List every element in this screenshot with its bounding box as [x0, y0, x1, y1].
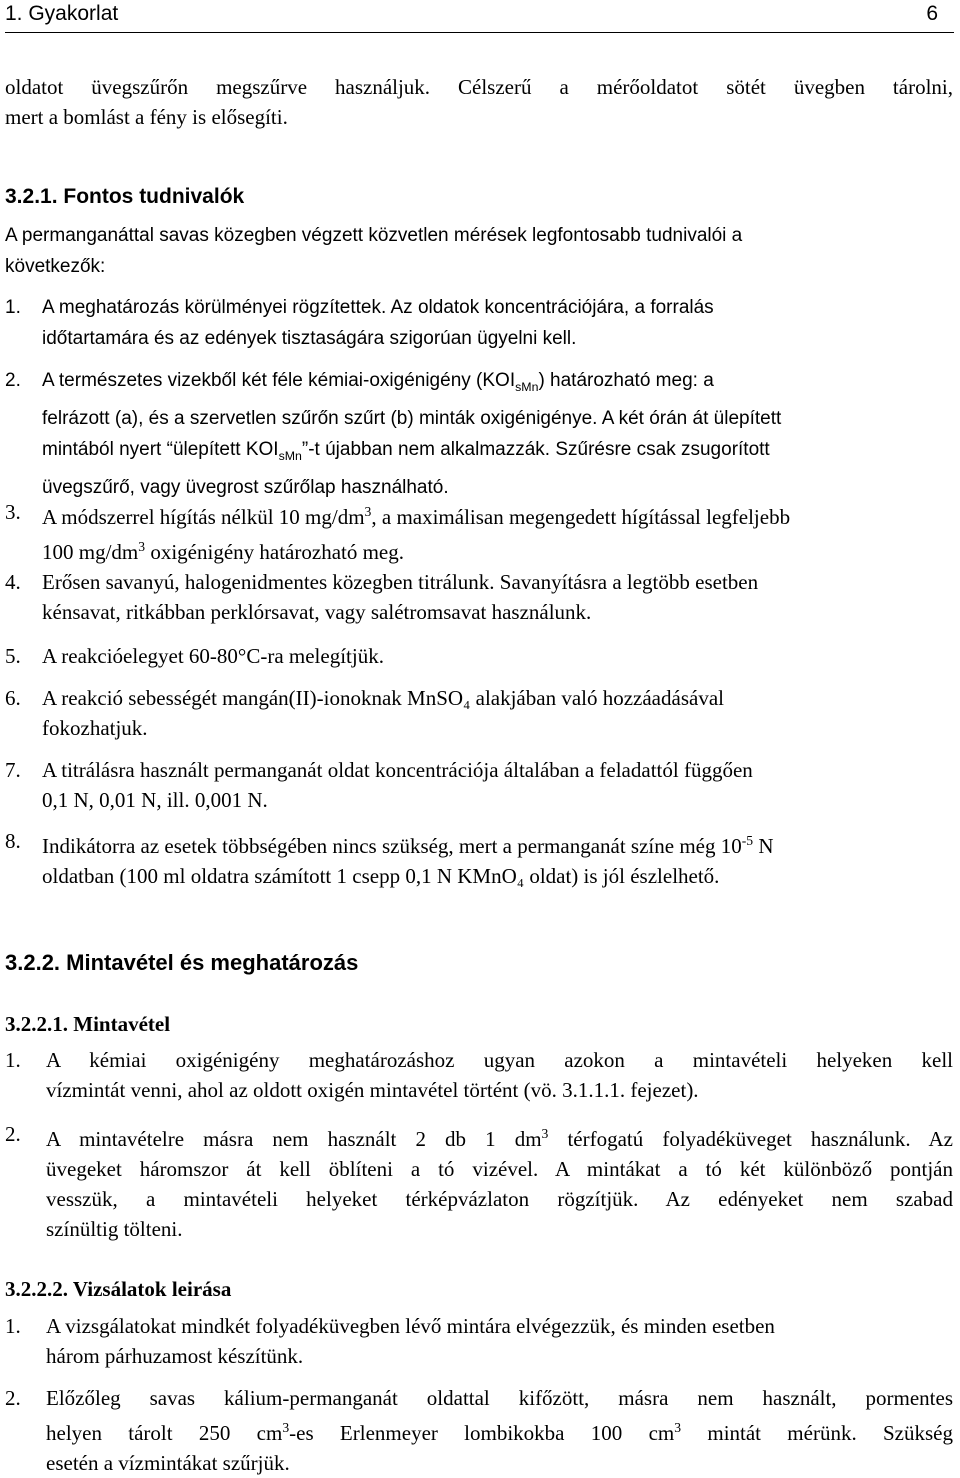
text-line: [46, 1119, 953, 1154]
running-header: [5, 0, 954, 33]
text-line: A reakcióelegyet 60-80°C-ra melegítjük.: [42, 644, 384, 668]
text-line: A permanganáttal savas közegben végzett közvetlen mérések legfontosabb tudnivalói a: [5, 225, 743, 246]
text-line: kénsavat, ritkábban perklórsavat, vagy salétromsavat használunk.: [42, 600, 592, 624]
item-number: 8.: [5, 829, 21, 853]
intro-paragraph: [5, 72, 953, 132]
item-number: 1.: [5, 297, 21, 318]
text-line: A meghatározás körülményei rögzítettek. Az oldatok koncentrációjára, a forralás: [42, 297, 714, 318]
text-line: üvegszűrő, vagy üvegrost szűrőlap használható.: [42, 476, 449, 498]
text-line: [42, 497, 790, 532]
text-line: [42, 826, 774, 861]
item-number: 2.: [5, 370, 21, 391]
item-number: 5.: [5, 644, 21, 668]
text-line: A vizsgálatokat mindkét folyadéküvegben lévő mintára elvégezzük, és minden esetben: [46, 1314, 775, 1338]
item-number: 3.: [5, 500, 21, 524]
superscript: 3: [674, 1420, 682, 1435]
text-fragment: A természetes vizekből két féle kémiai-oxigénigény (KOI: [42, 370, 516, 391]
item-number: 7.: [5, 758, 21, 782]
text-line: vízmintát venni, ahol az oldott oxigén mintavétel történt (vö. 3.1.1.1. fejezet).: [46, 1078, 699, 1102]
text-line: [42, 365, 781, 403]
page-number: 6: [926, 2, 938, 25]
text-line: három párhuzamost készítünk.: [46, 1344, 304, 1368]
text-line: színültig tölteni.: [46, 1217, 183, 1241]
chapter-title: 1. Gyakorlat: [5, 2, 119, 25]
text-line: üvegeket háromszor át kell öblíteni a tó vizével. A mintákat a tó két különböző pontján: [46, 1157, 953, 1181]
text-line: [42, 532, 790, 567]
text-fragment: Indikátorra az esetek többségében nincs szükség, mert a permanganát színe még 10: [42, 834, 742, 858]
text-line: Előzőleg savas kálium-permanganát oldattal kifőzött, másra nem használt, pormentes: [46, 1386, 953, 1410]
text-fragment: helyen tárolt 250 cm: [46, 1421, 283, 1445]
text-line: 0,1 N, 0,01 N, ill. 0,001 N.: [42, 788, 268, 812]
superscript: 3: [364, 504, 372, 519]
item-number: 4.: [5, 570, 21, 594]
text-line: [42, 434, 781, 472]
text-fragment: ”-t újabban nem alkalmazzák. Szűrésre csak zsugorított: [301, 438, 770, 460]
item-number: 2.: [5, 1122, 21, 1146]
text-line: A kémiai oxigénigény meghatározáshoz ugyan azokon a mintavételi helyeken kell: [46, 1048, 953, 1072]
subsection-heading-3-2-2-1: 3.2.2.1. Mintavétel: [5, 1012, 171, 1036]
text-fragment: A mintavételre másra nem használt 2 db 1 dm: [46, 1127, 542, 1151]
text-line: esetén a vízmintákat szűrjük.: [46, 1451, 290, 1475]
section-intro: [5, 220, 953, 282]
text-line: következők:: [5, 256, 106, 277]
text-line: A titrálásra használt permanganát oldat koncentrációja általában a feladattól függően: [42, 758, 753, 782]
section-heading-3-2-2: 3.2.2. Mintavétel és meghatározás: [5, 950, 359, 975]
text-fragment: mintából nyert “ülepített KOI: [42, 438, 279, 460]
subsection-heading-3-2-2-2: 3.2.2.2. Vizsálatok leirása: [5, 1277, 232, 1301]
text-line: Erősen savanyú, halogenidmentes közegben titrálunk. Savanyításra a legtöbb esetben: [42, 570, 759, 594]
superscript: 3: [138, 539, 146, 554]
item-number: 1.: [5, 1314, 21, 1338]
text-line: [46, 1413, 953, 1448]
text-fragment: N: [753, 834, 774, 858]
text-fragment: mintát mérünk. Szükség: [681, 1421, 953, 1445]
text-line: vesszük, a mintavételi helyeket térképvázlaton rögzítjük. Az edényeket nem szabad: [46, 1187, 953, 1211]
text-line: oldatban (100 ml oldatra számított 1 csepp 0,1 N KMnO₄ oldat) is jól észlelhető.: [42, 864, 720, 888]
text-fragment: -es Erlenmeyer lombikokba 100 cm: [289, 1421, 675, 1445]
superscript: -5: [741, 833, 754, 848]
text-line: mert a bomlást a fény is elősegíti.: [5, 105, 288, 129]
section-heading-3-2-1: 3.2.1. Fontos tudnivalók: [5, 185, 245, 208]
text-line: felrázott (a), és a szervetlen szűrőn szűrt (b) minták oxigénigénye. A két órán át ülepített: [42, 407, 782, 429]
text-line: fokozhatjuk.: [42, 716, 148, 740]
text-line: időtartamára és az edények tisztaságára szigorúan ügyelni kell.: [42, 328, 577, 349]
item-number: 2.: [5, 1386, 21, 1410]
subscript: sMn: [515, 379, 539, 394]
text-fragment: ) határozható meg: a: [538, 370, 714, 391]
superscript: 3: [541, 1126, 549, 1141]
text-fragment: oxigénigény határozható meg.: [145, 540, 405, 564]
text-line: A reakció sebességét mangán(II)-ionoknak MnSO₄ alakjában való hozzáadásával: [42, 686, 724, 710]
text-fragment: térfogatú folyadéküveget használunk. Az: [548, 1127, 953, 1151]
text-line: oldatot üvegszűrőn megszűrve használjuk. Célszerű a mérőoldatot sötét üvegben tárolni,: [5, 75, 953, 99]
text-fragment: A módszerrel hígítás nélkül 10 mg/dm: [42, 505, 365, 529]
text-fragment: 100 mg/dm: [42, 540, 139, 564]
superscript: 3: [282, 1420, 290, 1435]
item-number: 6.: [5, 686, 21, 710]
item-number: 1.: [5, 1048, 21, 1072]
subscript: sMn: [278, 448, 302, 463]
text-fragment: , a maximálisan megengedett hígítással legfeljebb: [371, 505, 791, 529]
